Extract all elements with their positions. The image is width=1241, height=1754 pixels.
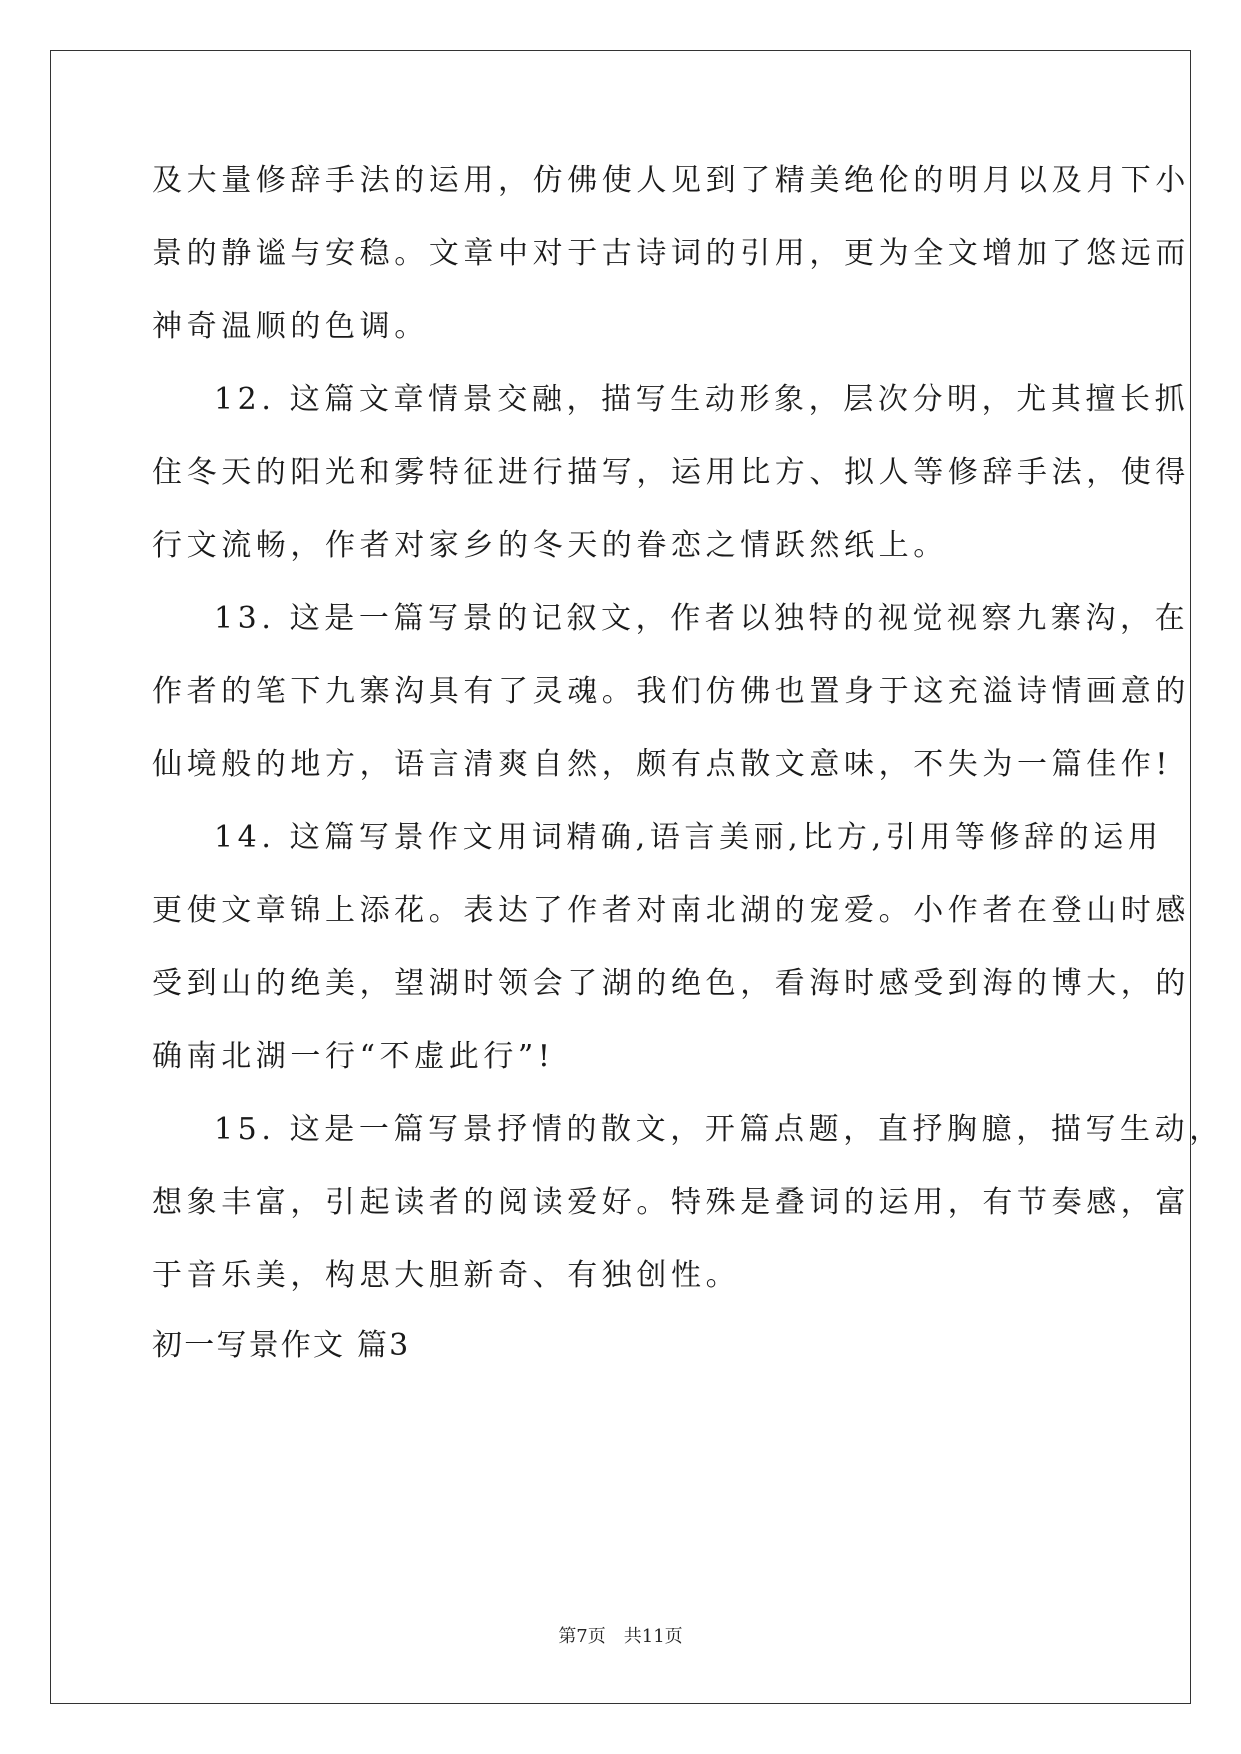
text-line: 神奇温顺的色调。 — [152, 309, 429, 344]
page-number: 第7页 — [558, 1626, 606, 1647]
text-line: 想象丰富，引起读者的阅读爱好。特殊是叠词的运用，有节奏感，富 — [152, 1185, 1190, 1220]
text-line: 及大量修辞手法的运用，仿佛使人见到了精美绝伦的明月以及月下小 — [152, 163, 1190, 198]
text-line: 仙境般的地方，语言清爽自然，颇有点散文意味，不失为一篇佳作! — [152, 747, 1173, 782]
text-line: 更使文章锦上添花。表达了作者对南北湖的宠爱。小作者在登山时感 — [152, 893, 1190, 928]
paragraph-15-start: 15. 这是一篇写景抒情的散文，开篇点题，直抒胸臆，描写生动， — [214, 1112, 1224, 1147]
text-line: 确南北湖一行“不虚此行”! — [152, 1039, 555, 1074]
text-line: 行文流畅，作者对家乡的冬天的眷恋之情跃然纸上。 — [152, 528, 948, 563]
page-total: 共11页 — [623, 1626, 683, 1647]
text-line: 于音乐美，构思大胆新奇、有独创性。 — [152, 1258, 741, 1293]
text-line: 景的静谧与安稳。文章中对于古诗词的引用，更为全文增加了悠远而 — [152, 236, 1190, 271]
page-border — [50, 50, 1191, 1704]
text-line: 作者的笔下九寨沟具有了灵魂。我们仿佛也置身于这充溢诗情画意的 — [152, 674, 1190, 709]
paragraph-12-start: 12. 这篇文章情景交融，描写生动形象，层次分明，尤其擅长抓 — [214, 382, 1190, 417]
paragraph-14-start: 14. 这篇写景作文用词精确,语言美丽,比方,引用等修辞的运用 — [214, 820, 1163, 855]
paragraph-13-start: 13. 这是一篇写景的记叙文，作者以独特的视觉视察九寨沟，在 — [214, 601, 1190, 636]
text-line: 受到山的绝美，望湖时领会了湖的绝色，看海时感受到海的博大，的 — [152, 966, 1190, 1001]
page-footer — [0, 1625, 1241, 1649]
text-line: 住冬天的阳光和雾特征进行描写，运用比方、拟人等修辞手法，使得 — [152, 455, 1190, 490]
section-heading: 初一写景作文 篇3 — [152, 1328, 411, 1363]
